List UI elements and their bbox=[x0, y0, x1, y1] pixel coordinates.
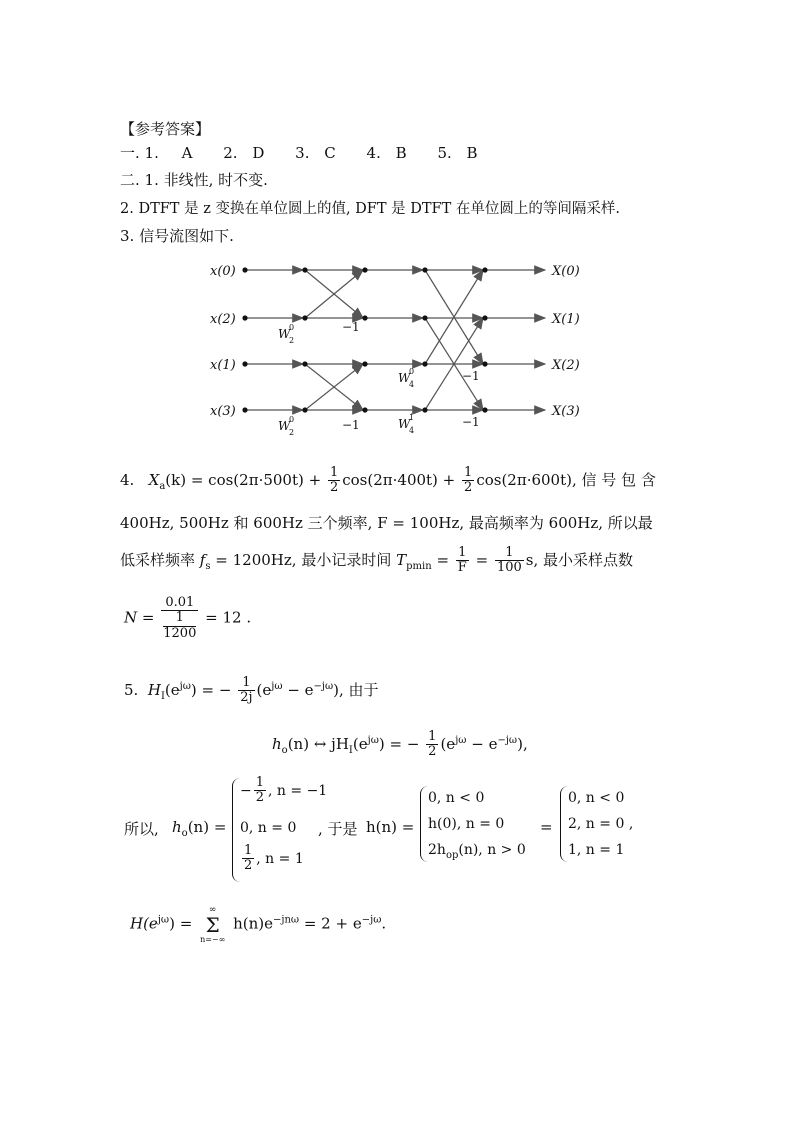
svg-text:2: 2 bbox=[289, 336, 295, 345]
result-case3: 1, n = 1 bbox=[568, 842, 625, 858]
input-x2: x(2) bbox=[210, 312, 236, 327]
input-x0: x(0) bbox=[210, 264, 236, 279]
part2-q1: 二. 1. 非线性, 时不变. bbox=[120, 171, 268, 189]
h-case1: 0, n < 0 bbox=[428, 790, 485, 806]
sum-symbol: ∞ Σ n=−∞ bbox=[200, 905, 226, 944]
minus-one-3: −1 bbox=[462, 369, 480, 383]
q4-formula: 4. $X_a(k) = \cos(2\pi\cdot 500t)$ + $\frac{1}{2}$ cos(2π·400t) + $\frac{1}{2}$ cos(2π·600t), 信 号 包 含 bbox=[120, 465, 656, 496]
q4-line3: 低采样频率 $f_s = 1200Hz$, 最小记录时间 $T_{pmin}$ = $\frac{1}{F}$ = $\frac{1}{100}$ s, 最小采样点数 bbox=[120, 545, 634, 576]
num-2: 2. bbox=[223, 144, 238, 162]
eq-sign: = bbox=[540, 818, 553, 836]
ho-case1: − $\frac{1}{2}$ , n = −1 bbox=[240, 775, 328, 806]
ans-4: B bbox=[395, 144, 407, 162]
q5-line1: 5. $H_I(e^{j\omega})$ = − $\frac{1}{2j}$ $(e^{j\omega} - e^{-j\omega})$, 由于 bbox=[124, 675, 379, 706]
part1-answers bbox=[120, 142, 478, 163]
ans-5: B bbox=[466, 144, 478, 162]
twiddle-w2-0-b: W bbox=[278, 419, 291, 433]
minus-one-4: −1 bbox=[462, 415, 480, 429]
result-case2: 2, n = 0 , bbox=[568, 816, 634, 832]
input-x1: x(1) bbox=[210, 358, 236, 373]
svg-text:0: 0 bbox=[289, 323, 295, 332]
ho-case3: $\frac{1}{2}$ , n = 1 bbox=[244, 843, 304, 874]
ho-lhs: $h_o(n)$ = bbox=[172, 818, 227, 839]
output-X2: X(2) bbox=[552, 358, 580, 373]
svg-text:1: 1 bbox=[409, 413, 415, 422]
ans-3: C bbox=[324, 144, 336, 162]
num-4: 4. bbox=[366, 144, 381, 162]
h-lhs: h(n) = bbox=[366, 818, 415, 836]
twiddle-w4-0: W bbox=[398, 371, 411, 385]
q5-line2: $h_o(n)$ ↔ $jH_I(e^{j\omega})$ = − $\frac{1}{2}$ $(e^{j\omega} - e^{-j\omega})$, bbox=[272, 729, 528, 760]
output-X0: X(0) bbox=[552, 264, 580, 279]
svg-text:0: 0 bbox=[409, 367, 415, 376]
input-x3: x(3) bbox=[210, 404, 236, 419]
h-case3: $2h_{op}(n)$, n > 0 bbox=[428, 842, 526, 861]
svg-text:4: 4 bbox=[409, 380, 415, 389]
result-case1: 0, n < 0 bbox=[568, 790, 625, 806]
part2-q3: 3. 信号流图如下. bbox=[120, 227, 234, 245]
svg-text:2: 2 bbox=[289, 428, 295, 437]
ans-2: D bbox=[252, 144, 265, 162]
part2-q2: 2. DTFT 是 z 变换在单位圆上的值, DFT 是 DTFT 在单位圆上的等间隔采样. bbox=[120, 201, 620, 217]
svg-text:4: 4 bbox=[409, 426, 415, 435]
so-label: 所以, bbox=[124, 820, 159, 838]
fft-flow-graph bbox=[200, 258, 600, 438]
minus-one-2: −1 bbox=[342, 418, 360, 432]
final-H: $H(e^{j\omega})$ = ∞ Σ n=−∞ $h(n)e^{-jn\omega} = 2 + e^{-j\omega}$. bbox=[130, 905, 387, 944]
output-X3: X(3) bbox=[552, 404, 580, 419]
svg-text:0: 0 bbox=[289, 415, 295, 424]
part1-label: 一. 1. bbox=[120, 144, 159, 162]
ho-case2: 0, n = 0 bbox=[240, 820, 297, 836]
twiddle-w2-0-a: W bbox=[278, 327, 291, 341]
q4-line2: 400Hz, 500Hz 和 600Hz 三个频率, F = 100Hz, 最高频率为 600Hz, 所以最 bbox=[120, 514, 653, 532]
twiddle-w4-1: W bbox=[398, 417, 411, 431]
h-case2: h(0), n = 0 bbox=[428, 816, 505, 832]
answer-heading: 【参考答案】 bbox=[120, 120, 211, 138]
q4-N: N = 0.01 1 1200 = 12 . bbox=[124, 595, 252, 641]
num-5: 5. bbox=[437, 144, 452, 162]
yu-label: , 于是 bbox=[318, 820, 358, 838]
num-3: 3. bbox=[295, 144, 310, 162]
ans-1: A bbox=[181, 144, 193, 162]
output-X1: X(1) bbox=[552, 312, 580, 327]
minus-one-1: −1 bbox=[342, 320, 360, 334]
